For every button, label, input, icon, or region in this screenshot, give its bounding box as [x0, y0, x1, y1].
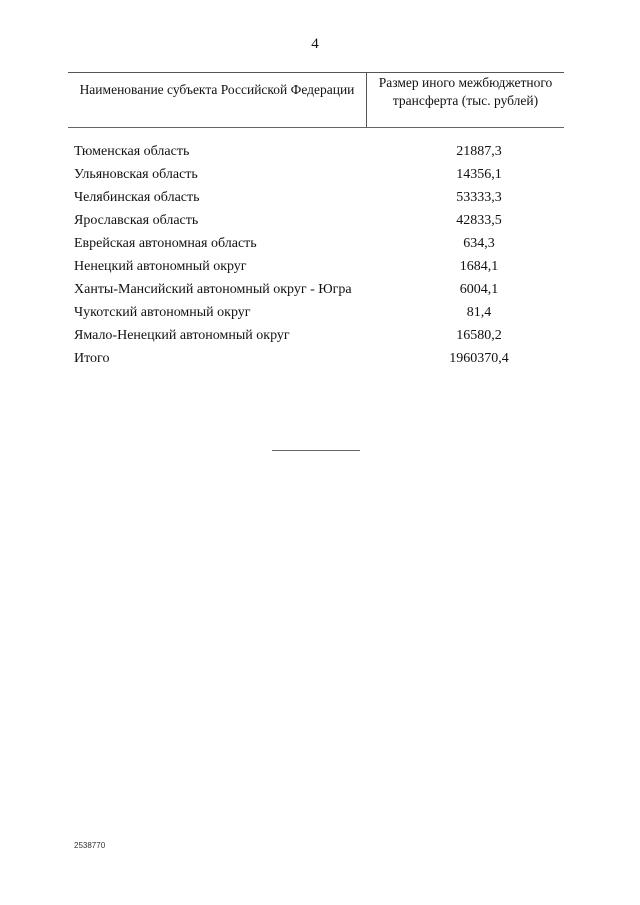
row-subject-name: Ямало-Ненецкий автономный округ [74, 328, 290, 343]
end-of-table-rule [272, 450, 360, 451]
row-subject-name: Итого [74, 351, 110, 366]
row-amount: 6004,1 [459, 282, 499, 297]
row-subject-name: Ярославская область [74, 213, 199, 228]
table-row [74, 281, 554, 299]
row-subject-name: Еврейская автономная область [74, 236, 257, 251]
table-row-total [74, 350, 554, 368]
row-subject-name: Ненецкий автономный округ [74, 259, 247, 274]
row-amount: 53333,3 [456, 190, 502, 205]
row-amount: 16580,2 [456, 328, 502, 343]
table-row [74, 304, 554, 322]
table-row [74, 143, 554, 161]
table-row [74, 235, 554, 253]
row-subject-name: Ульяновская область [74, 167, 198, 182]
row-amount: 21887,3 [456, 144, 502, 159]
table-body [74, 143, 554, 373]
column-header-subject: Наименование субъекта Российской Федерации [79, 82, 355, 97]
page-number: 4 [311, 36, 319, 52]
row-subject-name: Челябинская область [74, 190, 200, 205]
column-header-amount: Размер иного межбюджетного трансферта (тыс. рублей) [378, 75, 553, 108]
table-row [74, 258, 554, 276]
row-amount: 634,3 [463, 236, 495, 251]
row-amount: 1960370,4 [449, 351, 509, 366]
table-row [74, 212, 554, 230]
table-row [74, 327, 554, 345]
row-subject-name: Тюменская область [74, 144, 190, 159]
row-amount: 81,4 [466, 305, 492, 320]
row-subject-name: Ханты-Мансийский автономный округ - Югра [74, 282, 352, 297]
table-row [74, 166, 554, 184]
row-amount: 1684,1 [459, 259, 499, 274]
row-subject-name: Чукотский автономный округ [74, 305, 251, 320]
document-code: 2538770 [74, 841, 106, 850]
row-amount: 14356,1 [456, 167, 502, 182]
table-header [68, 72, 564, 128]
table-row [74, 189, 554, 207]
row-amount: 42833,5 [456, 213, 502, 228]
